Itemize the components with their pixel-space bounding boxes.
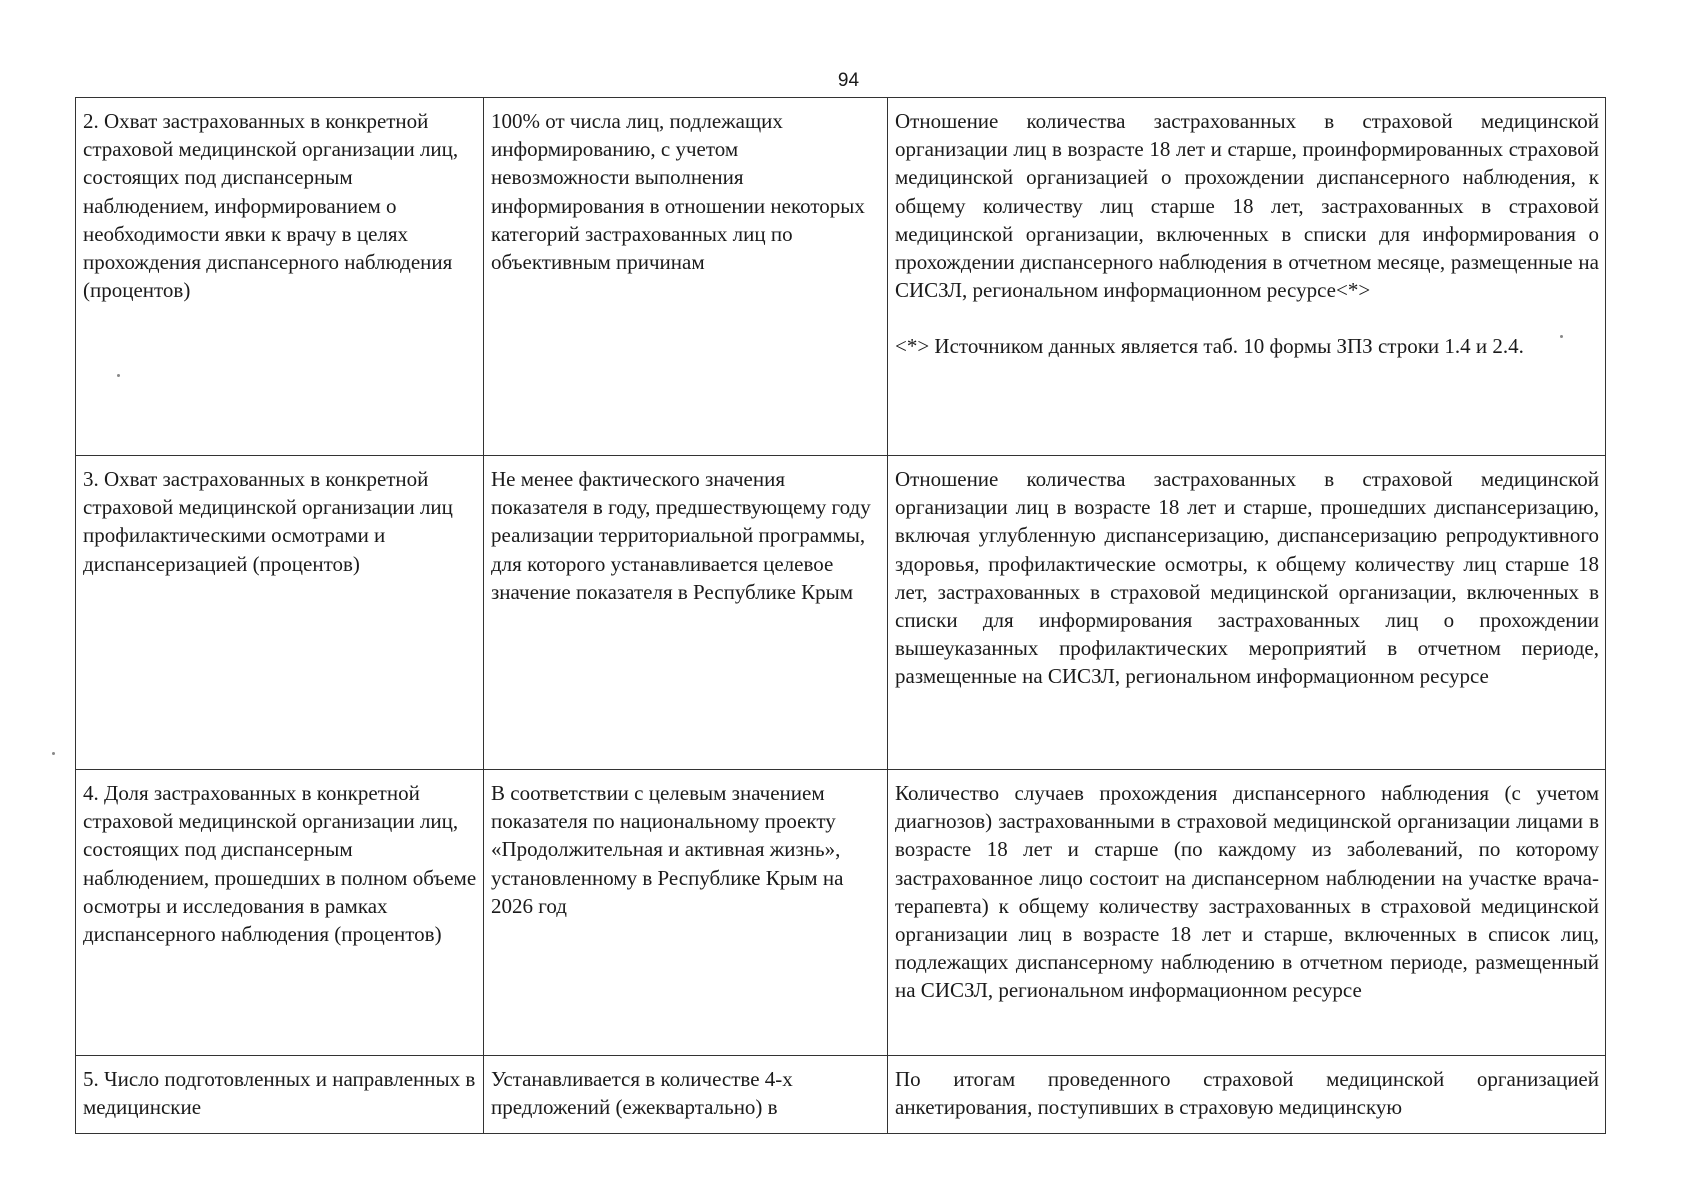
- indicator-text: 5. Число подготовленных и направленных в медицинские: [83, 1067, 476, 1120]
- table-row: [76, 1056, 1606, 1134]
- target-text: Не менее фактического значения показателя в году, предшествующему году реализации территориальной программы, для которого устанавливается целевое значение показателя в Республике Крым: [491, 467, 871, 604]
- target-text: Устанавливается в количестве 4-х предложений (ежеквартально) в: [491, 1067, 793, 1120]
- scan-speck: [117, 374, 120, 377]
- method-text: По итогам проведенного страховой медицинской организацией анкетирования, поступивших в страховую медицинскую: [895, 1067, 1599, 1120]
- target-text: В соответствии с целевым значением показателя по национальному проекту «Продолжительная и активная жизнь», установленному в Республике Крым на 2026 год: [491, 781, 844, 918]
- scan-speck: [1560, 335, 1563, 338]
- indicator-text: 4. Доля застрахованных в конкретной страховой медицинской организации лиц, состоящих под диспансерным наблюдением, прошедших в полном объеме осмотры и исследования в рамках диспансерного наблюдения (процентов): [83, 781, 477, 947]
- page-number: 94: [837, 70, 860, 91]
- table-row: [76, 770, 1606, 1056]
- indicator-text: 2. Охват застрахованных в конкретной страховой медицинской организации лиц, состоящих под диспансерным наблюдением, информированием о необходимости явки к врачу в целях прохождения диспансерного наблюдения (процентов): [83, 109, 459, 303]
- target-cell: [484, 456, 888, 770]
- method-text: Отношение количества застрахованных в страховой медицинской организации лиц в возрасте 18 лет и старше, проинформированных страховой медицинской организацией о прохождении диспансерного наблюдения, к общему количеству лиц старше 18 лет, застрахованных в страховой медицинской организации, включенных в списки для информирования о прохождении диспансерного наблюдения в отчетном месяце, размещенные на СИСЗЛ, региональном информационном ресурсе<*>: [895, 109, 1599, 303]
- target-text: 100% от числа лиц, подлежащих информированию, с учетом невозможности выполнения информирования в отношении некоторых категорий застрахованных лиц по объективным причинам: [491, 109, 865, 275]
- method-cell: [888, 1056, 1606, 1134]
- table-row: [76, 98, 1606, 456]
- scan-speck: [52, 752, 55, 755]
- indicator-cell: [76, 98, 484, 456]
- method-cell: [888, 98, 1606, 456]
- indicator-text: 3. Охват застрахованных в конкретной страховой медицинской организации лиц профилактическими осмотрами и диспансеризацией (процентов): [83, 467, 453, 576]
- indicators-table: [75, 97, 1606, 1134]
- footnote-text: <*> Источником данных является таб. 10 формы ЗПЗ строки 1.4 и 2.4.: [895, 334, 1524, 359]
- indicator-cell: [76, 456, 484, 770]
- method-cell: [888, 770, 1606, 1056]
- target-cell: [484, 1056, 888, 1134]
- method-cell: [888, 456, 1606, 770]
- method-text: Отношение количества застрахованных в страховой медицинской организации лиц в возрасте 18 лет и старше, прошедших диспансеризацию, включая углубленную диспансеризацию, диспансеризацию репродуктивного здоровья, профилактические осмотры, к общему количеству лиц старше 18 лет, застрахованных в страховой медицинской организации, включенных в списки для информирования застрахованных лиц о прохождении вышеуказанных профилактических мероприятий в отчетном периоде, размещенные на СИСЗЛ, региональном информационном ресурсе: [895, 467, 1599, 689]
- table-row: [76, 456, 1606, 770]
- indicator-cell: [76, 770, 484, 1056]
- indicator-cell: [76, 1056, 484, 1134]
- method-text: Количество случаев прохождения диспансерного наблюдения (с учетом диагнозов) застрахованными в страховой медицинской организации лицами в возрасте 18 лет и старше (по каждому из заболеваний, по которому застрахованное лицо состоит на диспансерном наблюдении на участке врача-терапевта) к общему количеству застрахованных в страховой медицинской организации лиц в возрасте 18 лет и старше, включенных в список лиц, подлежащих диспансерному наблюдению в отчетном периоде, размещенный на СИСЗЛ, региональном информационном ресурсе: [895, 781, 1599, 1003]
- target-cell: [484, 98, 888, 456]
- target-cell: [484, 770, 888, 1056]
